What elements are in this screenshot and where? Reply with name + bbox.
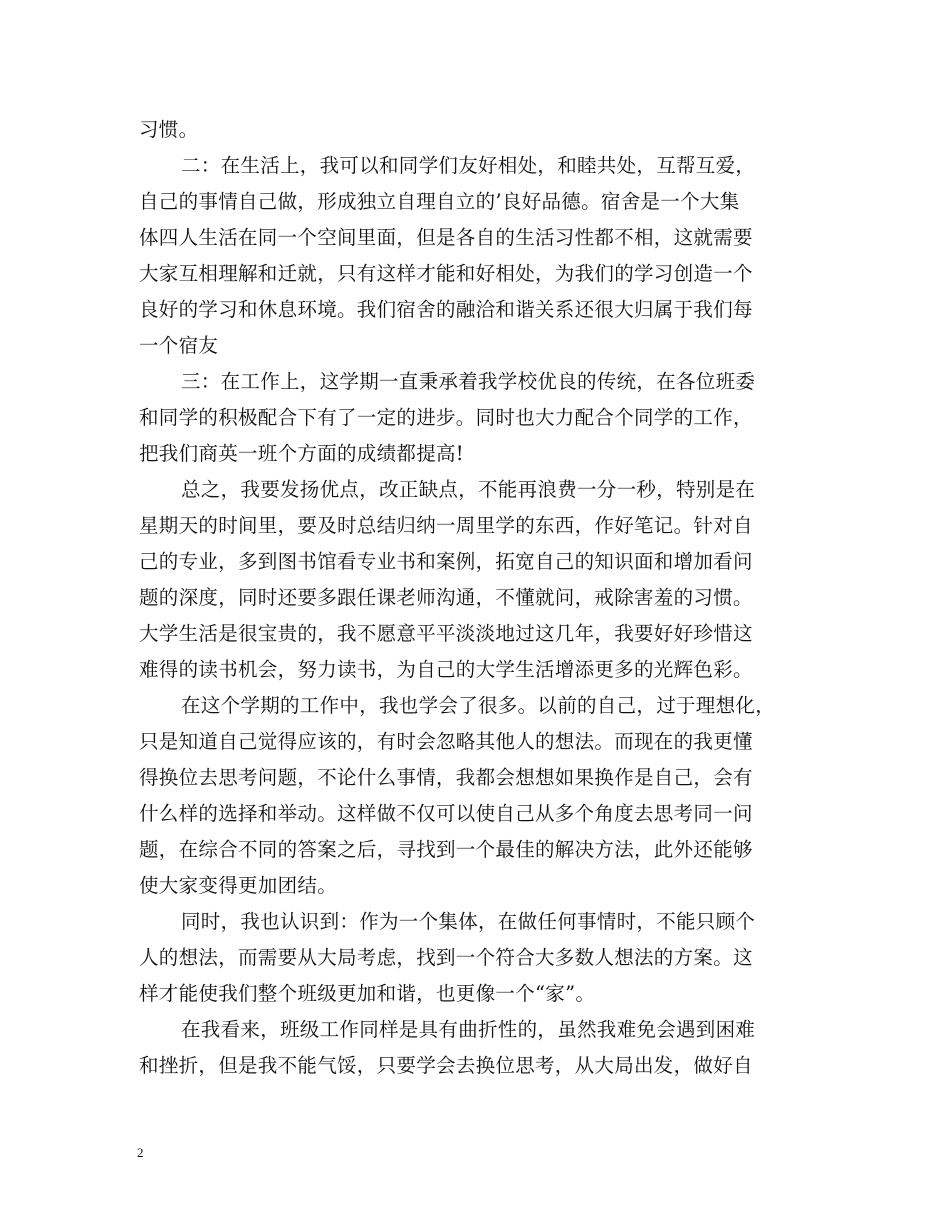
text-line: 和挫折，但是我不能气馁，只要学会去换位思考，从大局出发，做好自 [139, 1054, 753, 1077]
text-line: 和同学的积极配合下有了一定的进步。同时也大力配合个同学的工作， [139, 406, 753, 429]
page-number: 2 [137, 1145, 144, 1160]
text-line: 同时，我也认识到：作为一个集体，在做任何事情时，不能只顾个 [181, 910, 756, 933]
text-line: 在这个学期的工作中，我也学会了很多。以前的自己，过于理想化， [181, 694, 776, 717]
text-line: 己的专业，多到图书馆看专业书和案例，拓宽自己的知识面和增加看问 [139, 550, 753, 573]
text-line: 一个宿友 [139, 334, 219, 357]
text-line: 大家互相理解和迁就，只有这样才能和好相处，为我们的学习创造一个 [139, 262, 753, 285]
text-line: 只是知道自己觉得应该的，有时会忽略其他人的想法。而现在的我更懂 [139, 730, 753, 753]
text-line: 星期天的时间里，要及时总结归纳一周里学的东西，作好笔记。针对自 [139, 514, 753, 537]
text-line: 二：在生活上，我可以和同学们友好相处，和睦共处，互帮互爱， [181, 154, 756, 177]
text-line: 体四人生活在同一个空间里面，但是各自的生活习性都不相，这就需要 [139, 226, 753, 249]
text-line: 三：在工作上，这学期一直秉承着我学校优良的传统，在各位班委 [181, 370, 756, 393]
text-line: 题的深度，同时还要多跟任课老师沟通，不懂就问，戒除害羞的习惯。 [139, 586, 753, 609]
text-line: 在我看来，班级工作同样是具有曲折性的，虽然我难免会遇到困难 [181, 1018, 756, 1041]
text-line: 难得的读书机会，努力读书，为自己的大学生活增添更多的光辉色彩。 [139, 658, 753, 681]
text-line: 良好的学习和休息环境。我们宿舍的融洽和谐关系还很大归属于我们每 [139, 298, 753, 321]
text-line: 题，在综合不同的答案之后，寻找到一个最佳的解决方法，此外还能够 [139, 838, 753, 861]
body-text [139, 112, 819, 1084]
text-line: 自己的事情自己做，形成独立自理自立的’良好品德。宿舍是一个大集 [139, 190, 740, 213]
text-line: 使大家变得更加团结。 [139, 874, 338, 897]
text-line: 把我们商英一班个方面的成绩都提高! [139, 442, 464, 465]
text-line: 人的想法，而需要从大局考虑，找到一个符合大多数人想法的方案。这 [139, 946, 753, 969]
text-line: 样才能使我们整个班级更加和谐，也更像一个“家”。 [139, 982, 596, 1005]
text-line: 总之，我要发扬优点，改正缺点，不能再浪费一分一秒，特别是在 [181, 478, 756, 501]
text-line: 习惯。 [139, 118, 199, 141]
text-line: 大学生活是很宝贵的，我不愿意平平淡淡地过这几年，我要好好珍惜这 [139, 622, 753, 645]
text-line: 什么样的选择和举动。这样做不仅可以使自己从多个角度去思考同一问 [139, 802, 753, 825]
text-line: 得换位去思考问题，不论什么事情，我都会想想如果换作是自己，会有 [139, 766, 753, 789]
